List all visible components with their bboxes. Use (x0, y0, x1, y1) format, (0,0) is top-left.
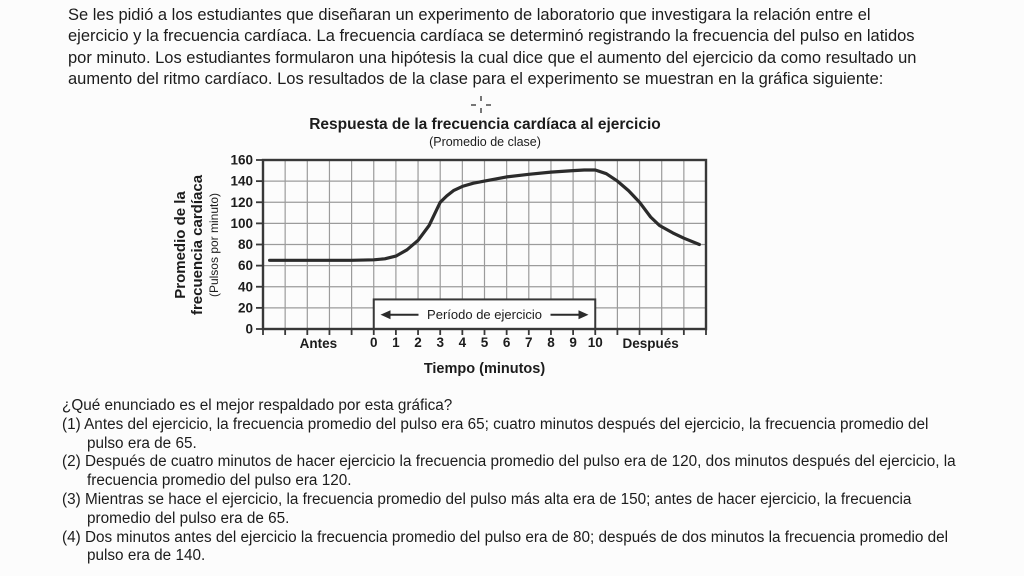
svg-text:6: 6 (502, 335, 511, 350)
crosshair-dash (480, 108, 482, 113)
tick-labels (230, 153, 678, 378)
question-block (62, 397, 966, 566)
svg-text:160: 160 (230, 152, 253, 168)
svg-text:40: 40 (237, 279, 253, 295)
svg-text:20: 20 (237, 300, 253, 316)
option-text: Antes del ejercicio, la frecuencia promedio del pulso era 65; cuatro minutos después del ejercicio, la frecuencia promedio del pulso era de 65. (84, 415, 929, 452)
crosshair-dash (480, 96, 482, 101)
svg-text:1: 1 (392, 335, 400, 350)
crosshair-dash (471, 104, 476, 106)
y-axis-units-label: (Pulsos por minuto) (207, 192, 221, 298)
after-region-label: Después (622, 336, 679, 351)
option-number: (3) (62, 490, 81, 508)
before-region-label: Antes (299, 336, 338, 351)
option-text: Mientras se hace el ejercicio, la frecuencia promedio del pulso más alta era de 150; antes de hacer ejercicio, la frecuencia promedio del pulso era de 65. (84, 490, 912, 527)
crosshair-cursor-icon (471, 96, 491, 113)
svg-text:60: 60 (237, 258, 253, 274)
answer-option-3 (62, 491, 966, 529)
question-prompt: ¿Qué enunciado es el mejor respaldado por esta gráfica? (62, 397, 453, 414)
option-text: Después de cuatro minutos de hacer ejercicio la frecuencia promedio del pulso era de 120, dos minutos después del ejercicio, la frecuencia promedio del pulso era 120. (84, 453, 956, 490)
answer-option-2 (62, 453, 966, 491)
svg-text:2: 2 (414, 335, 422, 350)
chart-plot-area (150, 142, 770, 380)
exercise-period-box (374, 299, 596, 329)
option-number: (4) (62, 528, 81, 546)
intro-paragraph: Se les pidió a los estudiantes que diseñaran un experimento de laboratorio que investigara la relación entre el ejercicio y la frecuencia cardíaca. La frecuencia cardíaca se determinó registrando la frecuencia del pulso en latidos por minuto. Los estudiantes formularon una hipótesis la cual dice que el aumento del ejercicio da como resultado un aumento del ritmo cardíaco. Los resultados de la clase para el experimento se muestran en la gráfica siguiente: (68, 6, 917, 89)
svg-text:7: 7 (525, 335, 533, 350)
svg-text:100: 100 (230, 215, 253, 231)
answer-option-4 (62, 529, 966, 567)
svg-text:10: 10 (587, 335, 603, 350)
option-number: (1) (62, 415, 81, 433)
x-axis-title: Tiempo (minutos) (423, 361, 546, 377)
answer-options-list (62, 416, 966, 566)
svg-text:3: 3 (436, 335, 444, 350)
svg-text:8: 8 (547, 335, 555, 350)
option-text: Dos minutos antes del ejercicio la frecuencia promedio del pulso era de 80; después de dos minutos la frecuencia promedio del pulso era de 140. (84, 528, 949, 565)
answer-option-1 (62, 416, 966, 454)
exercise-period-label: Período de ejercicio (427, 307, 542, 323)
svg-text:120: 120 (230, 194, 253, 210)
y-axis-label-line2: frecuencia cardíaca (189, 174, 206, 316)
svg-text:9: 9 (569, 335, 577, 350)
option-number: (2) (62, 453, 81, 471)
chart-subtitle: (Promedio de clase) (429, 135, 541, 149)
svg-text:0: 0 (245, 321, 253, 337)
y-axis-label-line1: Promedio de la (172, 191, 189, 299)
svg-text:4: 4 (458, 335, 467, 350)
chart-title: Respuesta de la frecuencia cardíaca al ejercicio (309, 116, 661, 133)
svg-text:0: 0 (369, 335, 378, 350)
svg-text:5: 5 (480, 335, 489, 350)
svg-text:80: 80 (237, 237, 253, 252)
crosshair-dash (486, 104, 491, 106)
svg-text:140: 140 (230, 173, 253, 189)
